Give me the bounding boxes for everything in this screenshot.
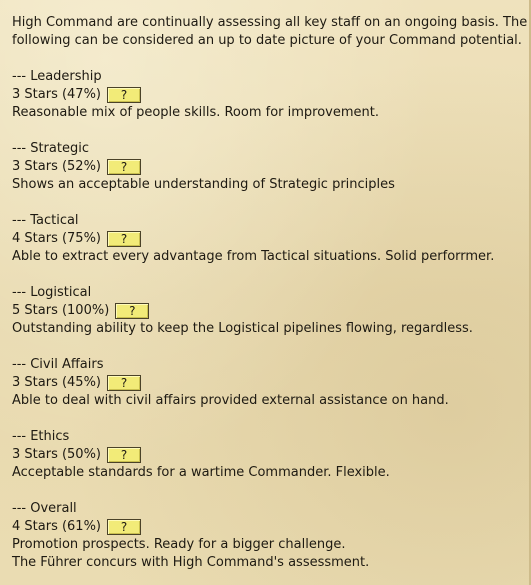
section-tactical — [12, 212, 519, 266]
section-description: Promotion prospects. Ready for a bigger challenge. — [12, 537, 346, 552]
section-description: Shows an acceptable understanding of Strategic principles — [12, 177, 395, 192]
section-description: Acceptable standards for a wartime Commander. Flexible. — [12, 465, 390, 480]
section-header: --- Logistical — [12, 285, 92, 300]
section-logistical — [12, 284, 519, 338]
rating-row — [12, 158, 519, 176]
help-button-ethics[interactable]: ? — [107, 447, 141, 463]
rating-row — [12, 446, 519, 464]
section-header: --- Civil Affairs — [12, 357, 104, 372]
intro-text — [12, 14, 528, 50]
rating-row — [12, 302, 519, 320]
intro-line-1: High Command are continually assessing all key staff on an ongoing basis. The — [12, 15, 528, 30]
intro-line-2: following can be considered an up to date picture of your Command potential. — [12, 33, 522, 48]
section-civil-affairs — [12, 356, 519, 410]
section-ethics — [12, 428, 519, 482]
section-header: --- Tactical — [12, 213, 79, 228]
rating-text: 3 Stars (50%) — [12, 447, 102, 462]
section-overall — [12, 500, 519, 572]
help-button-civil-affairs[interactable]: ? — [107, 375, 141, 391]
section-header: --- Leadership — [12, 69, 102, 84]
rating-text: 3 Stars (52%) — [12, 159, 102, 174]
help-button-overall[interactable]: ? — [107, 519, 141, 535]
section-description: Able to deal with civil affairs provided external assistance on hand. — [12, 393, 449, 408]
help-button-leadership[interactable]: ? — [107, 87, 141, 103]
rating-text: 4 Stars (61%) — [12, 519, 102, 534]
section-description: Able to extract every advantage from Tactical situations. Solid perforrmer. — [12, 249, 495, 264]
help-button-tactical[interactable]: ? — [107, 231, 141, 247]
section-description: Outstanding ability to keep the Logistical pipelines flowing, regardless. — [12, 321, 473, 336]
rating-row — [12, 518, 519, 536]
section-description: Reasonable mix of people skills. Room for improvement. — [12, 105, 379, 120]
rating-row — [12, 86, 519, 104]
section-description-2: The Führer concurs with High Command's assessment. — [12, 555, 370, 570]
rating-text: 4 Stars (75%) — [12, 231, 102, 246]
section-header: --- Overall — [12, 501, 77, 516]
section-header: --- Ethics — [12, 429, 70, 444]
rating-row — [12, 374, 519, 392]
section-header: --- Strategic — [12, 141, 89, 156]
rating-text: 3 Stars (47%) — [12, 87, 102, 102]
help-button-logistical[interactable]: ? — [115, 303, 149, 319]
rating-text: 3 Stars (45%) — [12, 375, 102, 390]
help-button-strategic[interactable]: ? — [107, 159, 141, 175]
rating-row — [12, 230, 519, 248]
section-leadership — [12, 68, 519, 122]
section-strategic — [12, 140, 519, 194]
rating-text: 5 Stars (100%) — [12, 303, 110, 318]
